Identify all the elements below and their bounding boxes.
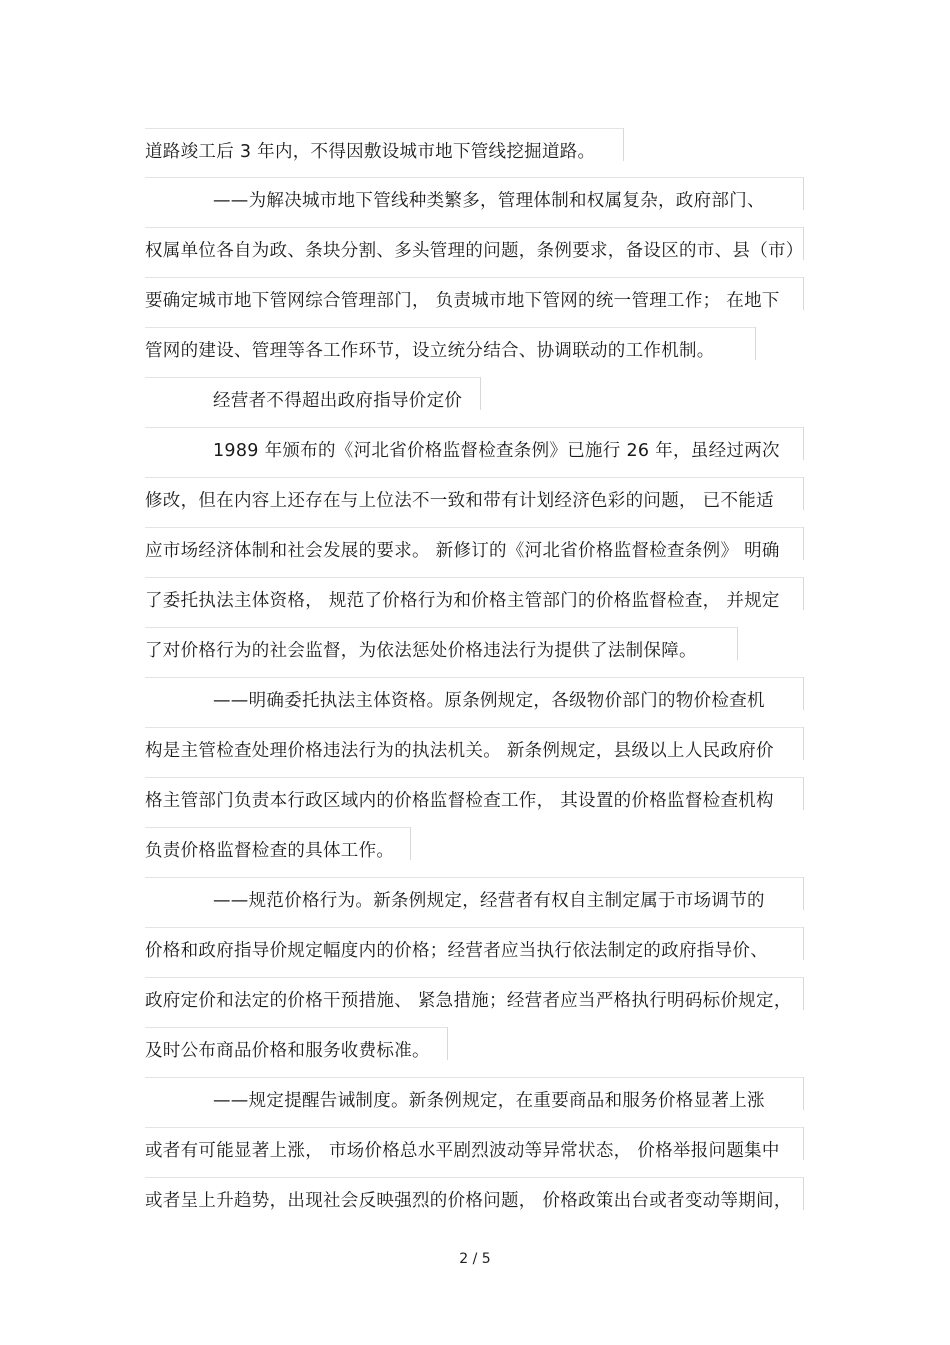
text-line (0, 827, 950, 877)
page-number: 2 / 5 (459, 1251, 491, 1267)
paragraph-line: 道路竣工后 3 年内，不得因敷设城市地下管线挖掘道路。 (145, 142, 596, 162)
paragraph-line: ——规定提醒告诫制度。新条例规定，在重要商品和服务价格显著上涨 (213, 1091, 765, 1111)
text-line (0, 727, 950, 777)
text-line (0, 177, 950, 227)
paragraph-line: ——明确委托执法主体资格。原条例规定，各级物价部门的物价检查机 (213, 691, 765, 711)
paragraph-line: 及时公布商品价格和服务收费标准。 (145, 1041, 430, 1061)
paragraph-line: 格主管部门负责本行政区域内的价格监督检查工作， 其设置的价格监督检查机构 (145, 791, 774, 811)
text-line (0, 277, 950, 327)
text-line (0, 1127, 950, 1177)
text-line (0, 877, 950, 927)
text-line (0, 777, 950, 827)
paragraph-line: 应市场经济体制和社会发展的要求。 新修订的《河北省价格监督检查条例》 明确 (145, 541, 780, 561)
text-line (0, 577, 950, 627)
text-line (0, 977, 950, 1027)
section-heading-line (0, 377, 950, 427)
text-line (0, 627, 950, 677)
paragraph-line: 价格和政府指导价规定幅度内的价格；经营者应当执行依法制定的政府指导价、 (145, 941, 768, 961)
paragraph-line: 或者呈上升趋势，出现社会反映强烈的价格问题， 价格政策出台或者变动等期间， (145, 1191, 792, 1211)
text-line (0, 227, 950, 277)
text-line (0, 477, 950, 527)
text-line (0, 1077, 950, 1127)
text-line (0, 1177, 950, 1227)
text-line (0, 927, 950, 977)
paragraph-line: 了对价格行为的社会监督，为依法惩处价格违法行为提供了法制保障。 (145, 641, 697, 661)
paragraph-line: 政府定价和法定的价格干预措施、 紧急措施；经营者应当严格执行明码标价规定， (145, 991, 792, 1011)
text-line (0, 1027, 950, 1077)
paragraph-line: 或者有可能显著上涨， 市场价格总水平剧烈波动等异常状态， 价格举报问题集中 (145, 1141, 780, 1161)
paragraph-line: 修改，但在内容上还存在与上位法不一致和带有计划经济色彩的问题， 已不能适 (145, 491, 774, 511)
paragraph-line: 1989 年颁布的《河北省价格监督检查条例》已施行 26 年，虽经过两次 (213, 441, 780, 461)
paragraph-line: 管网的建设、管理等各工作环节，设立统分结合、协调联动的工作机制。 (145, 341, 715, 361)
text-line (0, 128, 950, 178)
paragraph-line: 了委托执法主体资格， 规范了价格行为和价格主管部门的价格监督检查， 并规定 (145, 591, 780, 611)
paragraph-line: 负责价格监督检查的具体工作。 (145, 841, 395, 861)
paragraph-line: ——为解决城市地下管线种类繁多，管理体制和权属复杂，政府部门、 (213, 191, 765, 211)
paragraph-line: 构是主管检查处理价格违法行为的执法机关。 新条例规定，县级以上人民政府价 (145, 741, 774, 761)
paragraph-line: 权属单位各自为政、条块分割、多头管理的问题，条例要求，备设区的市、县（市） (145, 241, 804, 261)
text-line (0, 527, 950, 577)
text-line (0, 427, 950, 477)
text-line (0, 327, 950, 377)
text-line (0, 677, 950, 727)
section-heading: 经营者不得超出政府指导价定价 (213, 391, 463, 411)
paragraph-line: ——规范价格行为。新条例规定，经营者有权自主制定属于市场调节的 (213, 891, 765, 911)
paragraph-line: 要确定城市地下管网综合管理部门， 负责城市地下管网的统一管理工作； 在地下 (145, 291, 780, 311)
